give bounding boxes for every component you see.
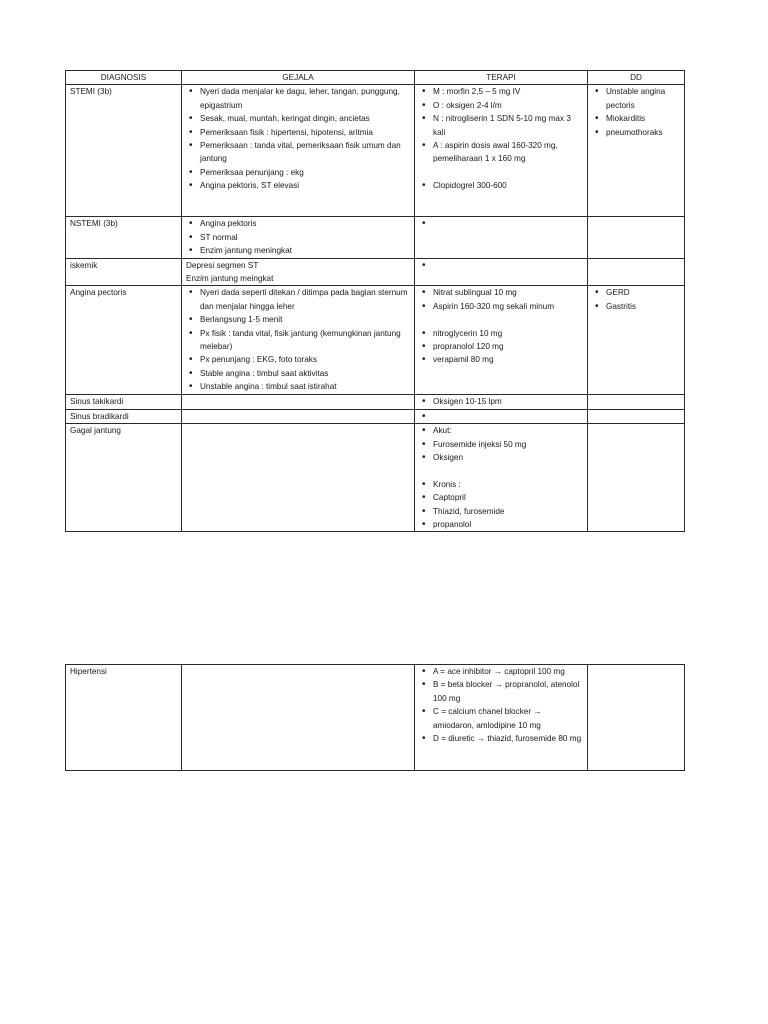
header-gejala: GEJALA bbox=[182, 71, 415, 85]
gejala-cell bbox=[182, 85, 415, 217]
table-row bbox=[66, 217, 685, 258]
list-item: • N : nitrogliserin 1 SDN 5-10 mg max 3 kali bbox=[433, 112, 583, 139]
list-item: • Thiazid, furosemide bbox=[433, 505, 583, 518]
list-item: • Miokarditis bbox=[606, 112, 680, 125]
list-item bbox=[433, 259, 583, 272]
list-item: • nitroglycerin 10 mg bbox=[433, 327, 583, 340]
dd-cell bbox=[588, 665, 685, 771]
dd-list bbox=[592, 286, 680, 313]
dd-cell bbox=[588, 217, 685, 258]
table-row bbox=[66, 665, 685, 771]
gejala-cell bbox=[182, 409, 415, 423]
list-item: • Nitrat sublingual 10 mg bbox=[433, 286, 583, 299]
terapi-list bbox=[419, 259, 583, 272]
gejala-cell bbox=[182, 286, 415, 395]
table-row bbox=[66, 424, 685, 532]
list-item: • Furosemide injeksi 50 mg bbox=[433, 438, 583, 451]
terapi-cell bbox=[415, 217, 588, 258]
terapi-cell bbox=[415, 258, 588, 286]
list-item: • Oksigen 10-15 lpm bbox=[433, 395, 583, 408]
diagnosis-cell: Gagal jantung bbox=[66, 424, 182, 532]
diagnosis-cell: Hipertensi bbox=[66, 665, 182, 771]
header-dd: DD bbox=[588, 71, 685, 85]
diagnosis-cell: NSTEMI (3b) bbox=[66, 217, 182, 258]
list-item: • D = diuretic → thiazid, furosemide 80 mg bbox=[433, 732, 583, 745]
terapi-list bbox=[419, 286, 583, 366]
dd-cell bbox=[588, 395, 685, 409]
terapi-cell bbox=[415, 665, 588, 771]
list-item bbox=[433, 217, 583, 230]
list-item: • Sesak, mual, muntah, keringat dingin, ancietas bbox=[200, 112, 410, 125]
list-item: • GERD bbox=[606, 286, 680, 299]
list-item: • Nyeri dada menjalar ke dagu, leher, tangan, punggung, epigastrium bbox=[200, 85, 410, 112]
list-item: • A = ace inhibitor → captopril 100 mg bbox=[433, 665, 583, 678]
dd-cell bbox=[588, 258, 685, 286]
dd-list bbox=[592, 85, 680, 139]
list-item: • Unstable angina : timbul saat istirahat bbox=[200, 380, 410, 393]
list-item bbox=[433, 166, 583, 179]
therapy-table bbox=[65, 70, 685, 532]
list-item: • Enzim jantung meningkat bbox=[200, 244, 410, 257]
terapi-cell bbox=[415, 409, 588, 423]
gejala-list bbox=[186, 217, 410, 257]
list-item: • ST normal bbox=[200, 231, 410, 244]
diagnosis-cell: Angina pectoris bbox=[66, 286, 182, 395]
diagnosis-cell: iskemik bbox=[66, 258, 182, 286]
list-item: • B = beta blocker → propranolol, atenolol 100 mg bbox=[433, 678, 583, 705]
table-row bbox=[66, 258, 685, 286]
list-item: • Angina pektoris bbox=[200, 217, 410, 230]
terapi-list bbox=[419, 217, 583, 230]
diagnosis-cell: Sinus bradikardi bbox=[66, 409, 182, 423]
terapi-list bbox=[419, 665, 583, 745]
list-item: • Px penunjang : EKG, foto toraks bbox=[200, 353, 410, 366]
gejala-list bbox=[186, 286, 410, 393]
list-item: • Px fisik : tanda vital, fisik jantung (kemungkinan jantung melebar) bbox=[200, 327, 410, 354]
diagnosis-cell: STEMI (3b) bbox=[66, 85, 182, 217]
table-row bbox=[66, 85, 685, 217]
table-row bbox=[66, 395, 685, 409]
gejala-list bbox=[186, 85, 410, 192]
list-item: • Akut: bbox=[433, 424, 583, 437]
list-item: • Unstable angina pectoris bbox=[606, 85, 680, 112]
list-item: • Clopidogrel 300-600 bbox=[433, 179, 583, 192]
list-item: • Pemeriksaan : tanda vital, pemeriksaan fisik umum dan jantung bbox=[200, 139, 410, 166]
dd-cell bbox=[588, 286, 685, 395]
gejala-line: Depresi segmen ST bbox=[186, 260, 259, 270]
header-diagnosis: DIAGNOSIS bbox=[66, 71, 182, 85]
list-item: • Kronis : bbox=[433, 478, 583, 491]
terapi-cell bbox=[415, 395, 588, 409]
terapi-list bbox=[419, 410, 583, 423]
list-item: • verapamil 80 mg bbox=[433, 353, 583, 366]
list-item: • O : oksigen 2-4 l/m bbox=[433, 99, 583, 112]
gejala-cell bbox=[182, 424, 415, 532]
list-item: • Berlangsung 1-5 menit bbox=[200, 313, 410, 326]
gejala-cell bbox=[182, 217, 415, 258]
list-item: • Nyeri dada seperti ditekan / ditimpa pada bagian sternum dan menjalar hingga leher bbox=[200, 286, 410, 313]
list-item: • Angina pektoris, ST elevasi bbox=[200, 179, 410, 192]
list-item: • Pemeriksaa penunjang : ekg bbox=[200, 166, 410, 179]
list-item: • Oksigen bbox=[433, 451, 583, 464]
diagnosis-cell: Sinus takikardi bbox=[66, 395, 182, 409]
terapi-list bbox=[419, 395, 583, 408]
list-item: • propanolol bbox=[433, 518, 583, 531]
dd-cell bbox=[588, 424, 685, 532]
list-item bbox=[433, 313, 583, 326]
terapi-list bbox=[419, 424, 583, 531]
list-item: • C = calcium chanel blocker → amiodaron, amlodipine 10 mg bbox=[433, 705, 583, 732]
header-terapi: TERAPI bbox=[415, 71, 588, 85]
gejala-cell bbox=[182, 665, 415, 771]
table-row bbox=[66, 409, 685, 423]
list-item: • Pemeriksaan fisik : hipertensi, hipotensi, aritmia bbox=[200, 126, 410, 139]
gejala-cell bbox=[182, 258, 415, 286]
terapi-cell bbox=[415, 85, 588, 217]
list-item bbox=[433, 410, 583, 423]
list-item: • Stable angina : timbul saat aktivitas bbox=[200, 367, 410, 380]
list-item: • Captopril bbox=[433, 491, 583, 504]
terapi-list bbox=[419, 85, 583, 192]
list-item: • A : aspirin dosis awal 160-320 mg, pemeliharaan 1 x 160 mg bbox=[433, 139, 583, 166]
list-item bbox=[433, 464, 583, 477]
gejala-cell bbox=[182, 395, 415, 409]
list-item: • Gastritis bbox=[606, 300, 680, 313]
list-item: • propranolol 120 mg bbox=[433, 340, 583, 353]
list-item: • pneumothoraks bbox=[606, 126, 680, 139]
hypertension-table bbox=[65, 664, 685, 771]
list-item: • Aspirin 160-320 mg sekali minum bbox=[433, 300, 583, 313]
terapi-cell bbox=[415, 286, 588, 395]
dd-cell bbox=[588, 409, 685, 423]
gejala-line: Enzim jantung meingkat bbox=[186, 274, 274, 284]
list-item: • M : morfin 2,5 – 5 mg IV bbox=[433, 85, 583, 98]
terapi-cell bbox=[415, 424, 588, 532]
table-row bbox=[66, 286, 685, 395]
table-header-row bbox=[66, 71, 685, 85]
dd-cell bbox=[588, 85, 685, 217]
